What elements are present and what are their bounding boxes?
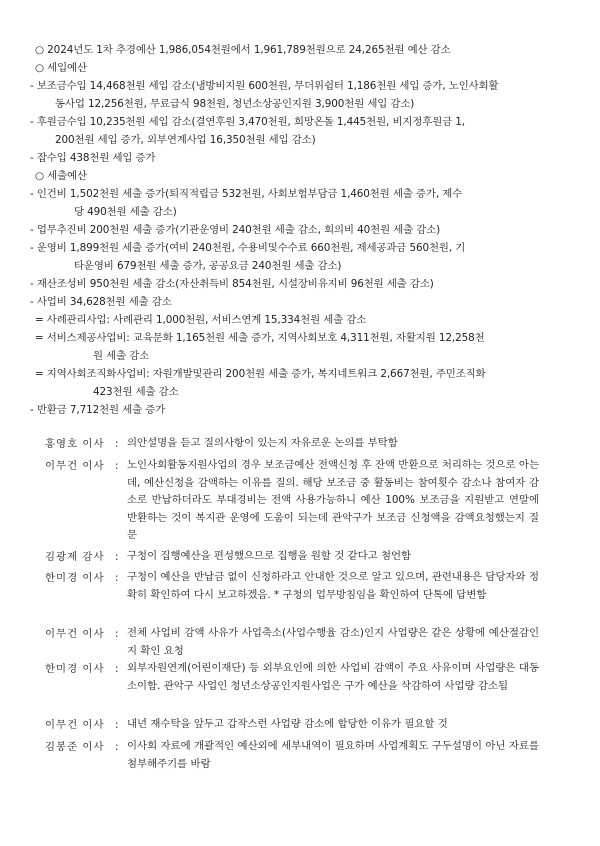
budget-subline: = 지역사회조직화사업비: 자원개발및관리 200천원 세출 증가, 복지네트워크 2,667천원, 주민조직화 (35, 368, 486, 380)
budget-subline: = 서비스제공사업비: 교육문화 1,165천원 세출 증가, 지역사회보호 4,311천원, 자활지원 12,258천 (35, 332, 485, 344)
statement: 내년 재수탁을 앞두고 갑작스런 사업량 감소에 합당한 이유가 필요할 것 (127, 718, 448, 730)
budget-line: 동사업 12,256천원, 무료급식 98천원, 청년소상공인지원 3,900천원 세입 감소) (55, 98, 415, 110)
colon: : (115, 460, 119, 472)
speaker-name: 한미경 이사 (45, 572, 105, 584)
colon: : (115, 572, 119, 584)
colon: : (115, 551, 119, 563)
statement: 전체 사업비 감액 사유가 사업축소(사업수행율 감소)인지 사업량은 같은 상황에 예산절감인지 확인 요청 (127, 627, 539, 657)
budget-line: - 잡수입 438천원 세입 증가 (30, 152, 156, 164)
statement: 구청이 집행예산을 편성했으므로 집행을 원할 것 같다고 첨언함 (127, 550, 412, 562)
budget-line: - 재산조성비 950천원 세출 감소(자산취득비 854천원, 시설장비유지비 96천원 세출 감소) (30, 278, 434, 290)
discussion-entry (0, 716, 600, 734)
discussion-entry (0, 435, 600, 453)
discussion-entry (0, 625, 600, 661)
statement: 이사회 자료에 개괄적인 예산외에 세부내역이 필요하며 사업계획도 구두설명이 아닌 자료를 첨부해주기를 바람 (127, 740, 539, 770)
statement: 구청이 예산을 반납금 없이 신청하라고 안내한 것으로 알고 있으며, 관련내용은 담당자와 정확히 확인하여 다시 보고하겠음. * 구청의 업무방침임을 확인하여 단톡에 답변함 (127, 571, 539, 601)
budget-line: - 보조금수입 14,468천원 세입 감소(냉방비지원 600천원, 무더위쉼터 1,186천원 세입 증가, 노인사회활 (30, 80, 499, 92)
speaker-name: 홍영호 이사 (45, 438, 105, 450)
budget-line: 200천원 세입 증가, 외부연계사업 16,350천원 세입 감소) (55, 134, 316, 146)
colon: : (115, 663, 119, 675)
colon: : (115, 628, 119, 640)
budget-summary-line: ○ 2024년도 1차 추경예산 1,986,054천원에서 1,961,789천원으로 24,265천원 예산 감소 (35, 44, 451, 56)
statement: 외부자원연계(어린이재단) 등 외부요인에 의한 사업비 감액이 주요 사유이며 사업량은 대동소이함. 관악구 사업인 청년소상공인지원사업은 구가 예산을 삭감하여 사업량 감소됨 (127, 662, 539, 692)
speaker-name: 한미경 이사 (45, 663, 105, 675)
budget-line: - 인건비 1,502천원 세출 증가(퇴직적립금 532천원, 사회보험부담금 1,460천원 세출 증가, 제수 (30, 188, 463, 200)
colon: : (115, 438, 119, 450)
speaker-name: 김광제 감사 (45, 551, 105, 563)
budget-line: - 사업비 34,628천원 세출 감소 (30, 296, 172, 308)
budget-subline: 원 세출 감소 (93, 350, 150, 362)
speaker-name: 이무건 이사 (45, 628, 105, 640)
colon: : (115, 741, 119, 753)
discussion-entry (0, 548, 600, 566)
discussion-entry (0, 569, 600, 623)
statement: 노인사회활동지원사업의 경우 보조금예산 전액신청 후 잔액 반환으로 처리하는 것으로 아는데, 예산신청을 감액하는 이유를 질의. 해당 보조금 중 활동비는 참여횟수 감소나 참여자 감소로 반납하더라도 부대경비는 전액 사용가능하니 예산 100% 보조금을 지원받고 연말에 반환하는 것이 복지관 운영에 도움이 되는데 관악구가 보조금 신청액을 감액요청했는지 질문 (127, 459, 539, 542)
revenue-heading: ○ 세입예산 (35, 62, 87, 74)
discussion-entry (0, 738, 600, 774)
budget-line: - 반환금 7,712천원 세출 증가 (30, 404, 166, 416)
speaker-name: 이무건 이사 (45, 719, 105, 731)
colon: : (115, 719, 119, 731)
budget-subline: 423천원 세출 감소 (93, 386, 179, 398)
expense-heading: ○ 세출예산 (35, 170, 87, 182)
budget-line: - 운영비 1,899천원 세출 증가(여비 240천원, 수용비및수수료 660천원, 제세공과금 560천원, 기 (30, 242, 466, 254)
budget-line: - 업무추진비 200천원 세출 증가(기관운영비 240천원 세출 감소, 회의비 40천원 세출 감소) (30, 224, 441, 236)
discussion-entry (0, 660, 600, 714)
budget-line: 타운영비 679천원 세출 증가, 공공요금 240천원 세출 감소) (74, 260, 342, 272)
budget-line: 당 490천원 세출 감소) (74, 206, 177, 218)
budget-subline: = 사례관리사업: 사례관리 1,000천원, 서비스연계 15,334천원 세출 감소 (35, 314, 367, 326)
budget-line: - 후원금수입 10,235천원 세입 감소(결연후원 3,470천원, 희망온돌 1,445천원, 비지정후원금 1, (30, 116, 465, 128)
speaker-name: 이무건 이사 (45, 460, 105, 472)
discussion-entry (0, 457, 600, 547)
statement: 의안설명을 듣고 질의사항이 있는지 자유로운 논의를 부탁함 (127, 437, 398, 449)
speaker-name: 김봉준 이사 (45, 741, 105, 753)
